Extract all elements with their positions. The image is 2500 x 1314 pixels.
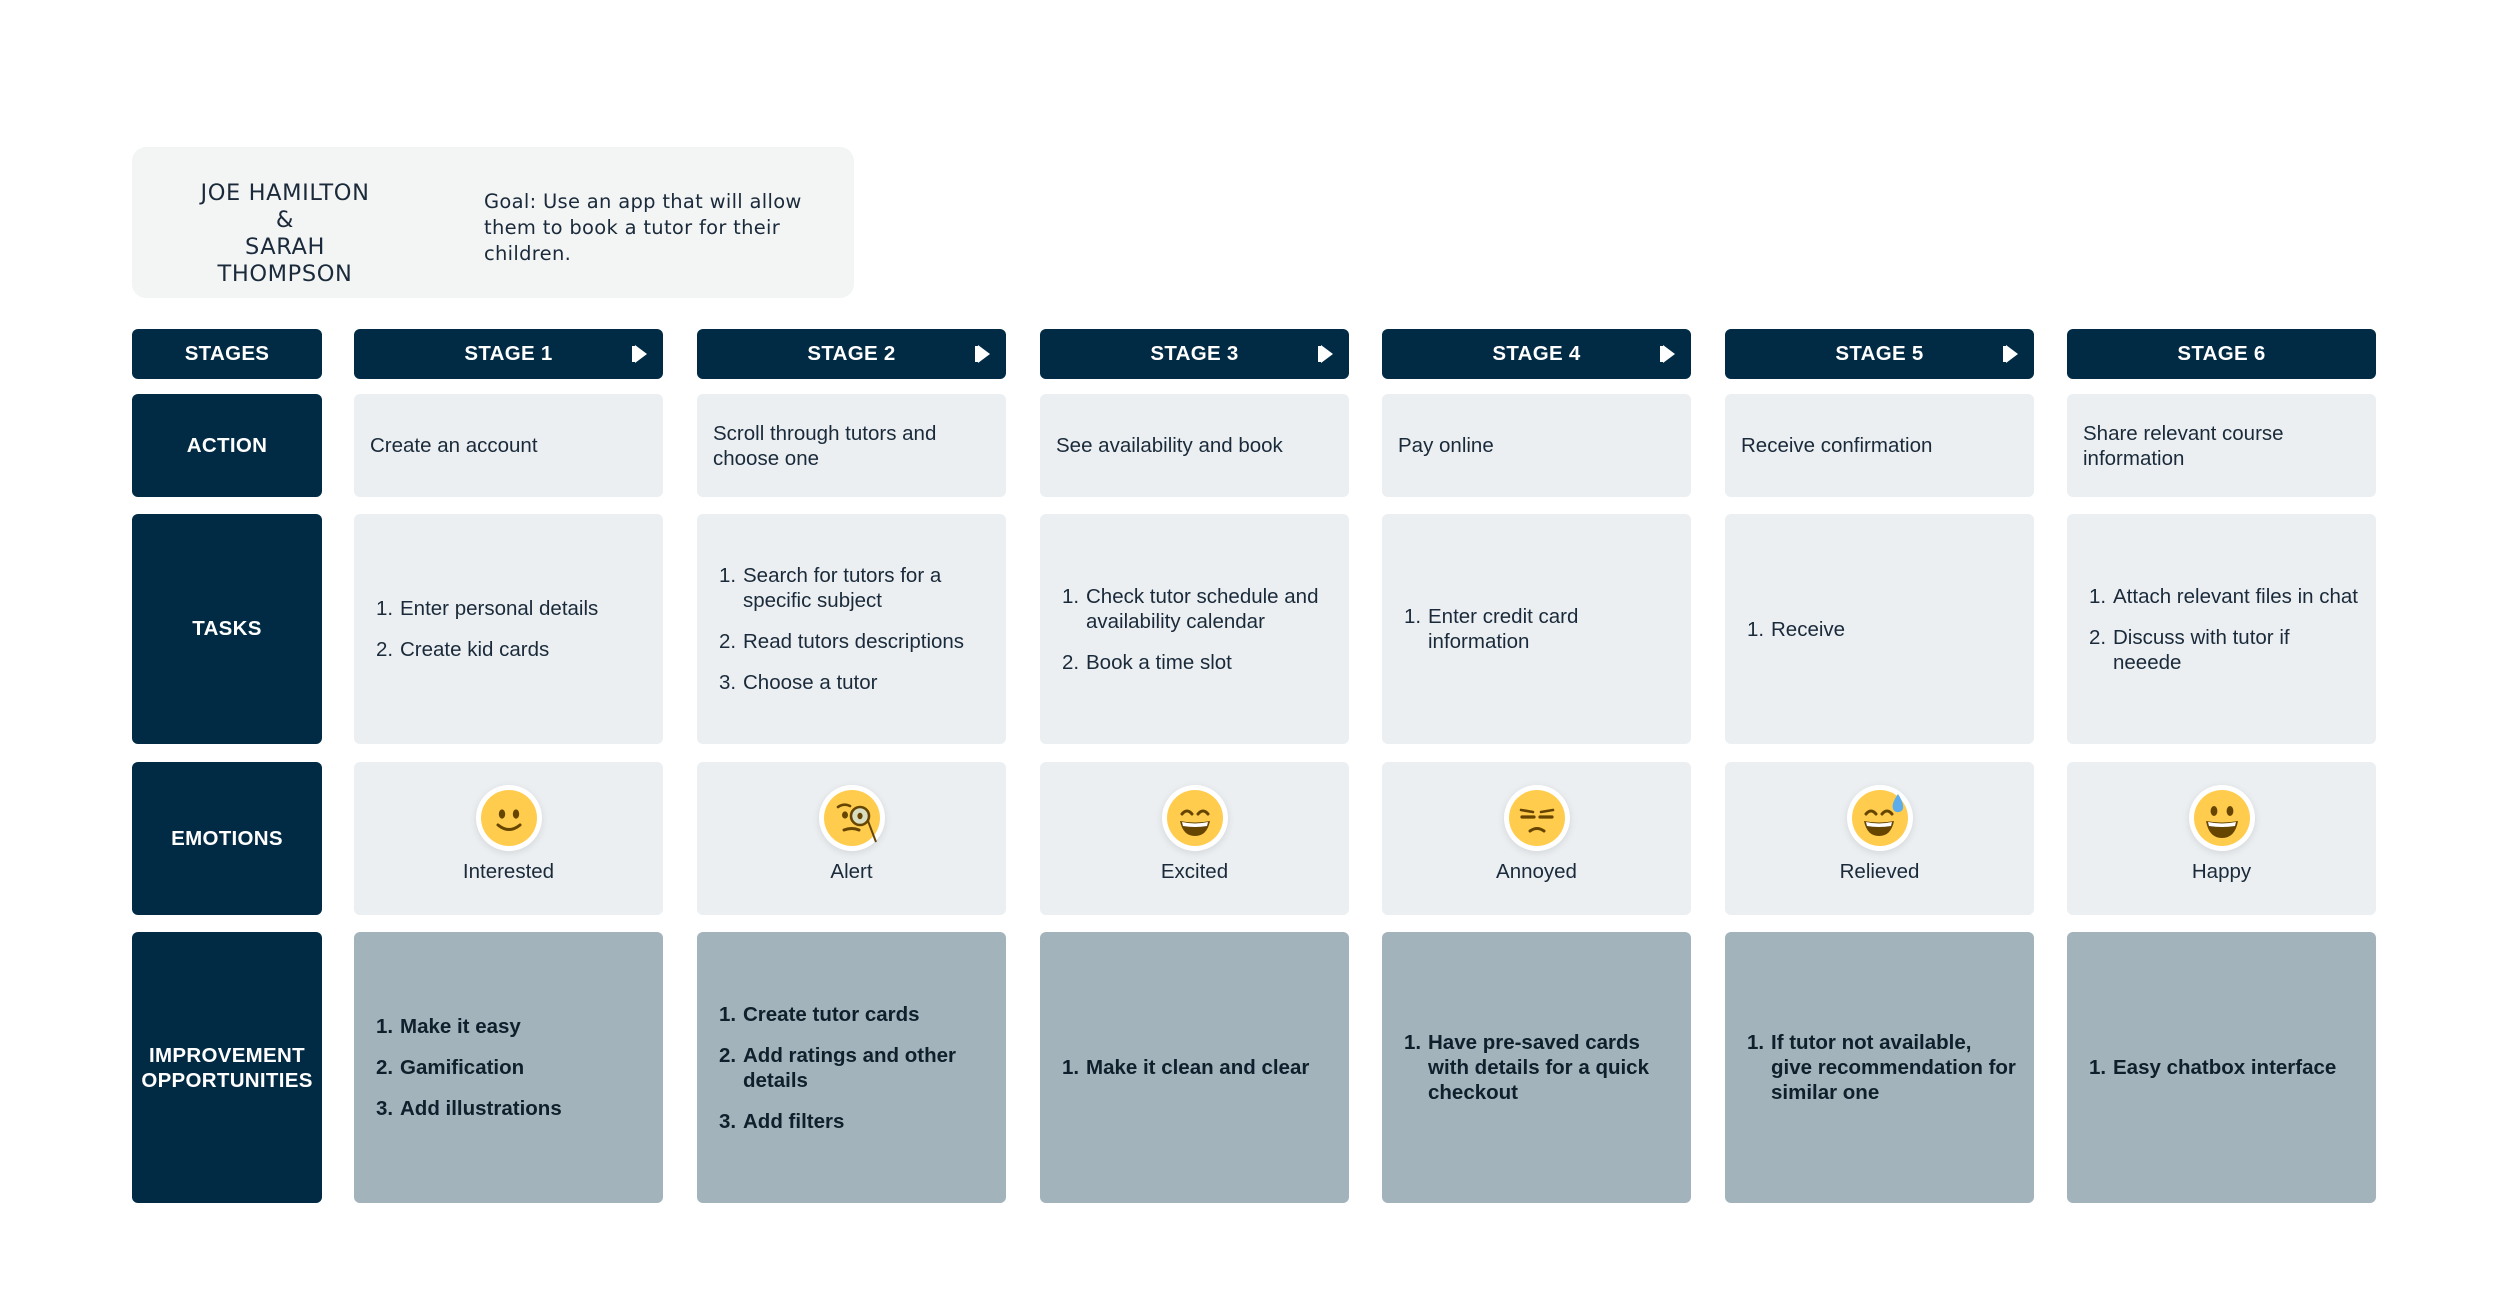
- task-item: [719, 629, 990, 654]
- improvement-item-number: 2.: [376, 1056, 394, 1079]
- stage-4-header: [1382, 329, 1691, 379]
- task-item-number: 2.: [376, 638, 394, 661]
- improvement-opportunities-label: [132, 932, 322, 1203]
- improvement-item-text: Gamification: [400, 1056, 525, 1079]
- task-item-number: 2.: [1062, 650, 1080, 674]
- stage-1-emotion: [354, 762, 663, 915]
- task-item-number: 2.: [2089, 625, 2107, 649]
- persona-goal: Goal: Use an app that will allow them to book a tutor for their children.: [484, 190, 802, 265]
- task-list: [1747, 617, 1845, 642]
- persona-name-line-1: JOE HAMILTON: [200, 180, 370, 206]
- task-item: [376, 637, 598, 662]
- task-list: [1404, 604, 1675, 654]
- stage-3-tasks: [1040, 514, 1349, 744]
- stage-1-header: [354, 329, 663, 379]
- improvement-item: [2089, 1055, 2336, 1080]
- improvement-item-text: Create tutor cards: [743, 1002, 920, 1026]
- improvement-item-text: Make it clean and clear: [1086, 1056, 1310, 1079]
- stage-1-action: [354, 394, 663, 497]
- stage-6-title: STAGE 6: [2177, 342, 2266, 365]
- stage-4-tasks: [1382, 514, 1691, 744]
- stage-2-emotion-label: Alert: [830, 860, 873, 883]
- stage-6-header: [2067, 329, 2376, 379]
- improvement-item-number: 3.: [719, 1109, 737, 1133]
- improvement-item-number: 3.: [376, 1097, 394, 1120]
- task-item-text: Attach relevant files in chat: [2113, 584, 2358, 608]
- stage-5-improvements: [1725, 932, 2034, 1203]
- improvement-list: [376, 1014, 562, 1121]
- task-item-number: 1.: [376, 597, 394, 620]
- task-item-number: 1.: [1404, 605, 1422, 628]
- stage-5-title: STAGE 5: [1835, 342, 1924, 365]
- emotions-label: [132, 762, 322, 915]
- tasks-label-text: TASKS: [192, 617, 262, 640]
- stage-4-action: [1382, 394, 1691, 497]
- persona-name: [180, 180, 390, 288]
- play-arrow-icon: [635, 345, 647, 363]
- task-item-text: Check tutor schedule and availability calendar: [1086, 584, 1319, 633]
- improvement-item: [376, 1096, 562, 1121]
- stage-5-header: [1725, 329, 2034, 379]
- stage-1-tasks: [354, 514, 663, 744]
- stage-2-improvements: [697, 932, 1006, 1203]
- task-item: [1062, 650, 1333, 675]
- task-list: [376, 596, 598, 662]
- stage-2-tasks: [697, 514, 1006, 744]
- improvement-item-text: Add ratings and other details: [743, 1043, 956, 1092]
- stage-3-action: [1040, 394, 1349, 497]
- stage-4-action-text: Pay online: [1398, 434, 1494, 457]
- stage-6-emotion: [2067, 762, 2376, 915]
- stage-2-action: [697, 394, 1006, 497]
- improvement-item-number: 1.: [376, 1015, 394, 1038]
- improvement-item-text: Make it easy: [400, 1015, 521, 1038]
- task-item-text: Create kid cards: [400, 638, 550, 661]
- stage-6-tasks: [2067, 514, 2376, 744]
- task-item-text: Book a time slot: [1086, 650, 1232, 674]
- slightly-smiling-face-icon: [481, 790, 537, 846]
- improvement-list: [1062, 1055, 1309, 1080]
- action-label-text: ACTION: [186, 433, 268, 457]
- task-item: [1747, 617, 1845, 642]
- stage-3-title: STAGE 3: [1150, 342, 1239, 365]
- grinning-face-with-sweat-icon: [1852, 790, 1908, 846]
- task-item: [376, 596, 598, 621]
- stage-5-tasks: [1725, 514, 2034, 744]
- task-item-text: Choose a tutor: [743, 671, 878, 694]
- task-item-text: Search for tutors for a specific subject: [743, 564, 942, 612]
- stage-1-title: STAGE 1: [464, 342, 553, 365]
- task-item-number: 3.: [719, 671, 737, 694]
- improvement-item: [719, 1002, 990, 1027]
- stage-3-header: [1040, 329, 1349, 379]
- stage-5-emotion: [1725, 762, 2034, 915]
- improvement-list: [1747, 1030, 2018, 1105]
- stage-1-action-text: Create an account: [370, 434, 538, 457]
- improvement-item-number: 1.: [719, 1002, 737, 1026]
- task-item-text: Receive: [1771, 617, 1846, 641]
- play-arrow-icon: [2006, 345, 2018, 363]
- stage-2-header: [697, 329, 1006, 379]
- improvement-label-line-1: IMPROVEMENT: [149, 1043, 305, 1067]
- improvement-item: [1404, 1030, 1675, 1105]
- stage-6-improvements: [2067, 932, 2376, 1203]
- stage-6-emotion-label: Happy: [2191, 860, 2252, 883]
- stage-3-improvements: [1040, 932, 1349, 1203]
- improvement-label-line-2: OPPORTUNITIES: [141, 1068, 313, 1092]
- task-item-number: 1.: [1062, 584, 1080, 608]
- task-item: [1404, 604, 1675, 654]
- stage-3-action-text: See availability and book: [1056, 434, 1283, 457]
- emotions-label-text: EMOTIONS: [171, 826, 283, 850]
- task-item: [2089, 584, 2360, 609]
- improvement-item-number: 1.: [2089, 1056, 2107, 1079]
- task-item: [2089, 625, 2360, 675]
- stage-1-improvements: [354, 932, 663, 1203]
- task-item-number: 1.: [2089, 584, 2107, 608]
- stage-6-action-text: Share relevant course information: [2083, 421, 2284, 470]
- play-arrow-icon: [978, 345, 990, 363]
- improvement-item: [376, 1055, 562, 1080]
- stage-5-action: [1725, 394, 2034, 497]
- persona-card: [132, 147, 854, 298]
- stage-5-action-text: Receive confirmation: [1741, 434, 1933, 457]
- improvement-item: [376, 1014, 562, 1039]
- stages-label-text: STAGES: [184, 342, 270, 365]
- persona-name-line-2: &: [275, 207, 295, 233]
- task-item: [719, 563, 990, 613]
- improvement-list: [1404, 1030, 1675, 1105]
- stage-4-title: STAGE 4: [1492, 342, 1581, 365]
- task-item-number: 1.: [719, 564, 737, 587]
- stage-2-emotion: [697, 762, 1006, 915]
- improvement-item-text: Add illustrations: [400, 1097, 562, 1120]
- task-item-text: Discuss with tutor if neeede: [2113, 625, 2290, 674]
- improvement-item: [719, 1043, 990, 1093]
- improvement-item-number: 1.: [1747, 1031, 1765, 1054]
- action-label: [132, 394, 322, 497]
- improvement-item-text: If tutor not available, give recommendation for similar one: [1771, 1031, 2016, 1104]
- face-with-monocle-icon: [824, 790, 880, 846]
- improvement-item-text: Easy chatbox interface: [2113, 1056, 2337, 1079]
- improvement-item: [1062, 1055, 1309, 1080]
- stage-4-emotion-label: Annoyed: [1496, 860, 1577, 883]
- stages-label: [132, 329, 322, 379]
- stage-3-emotion-label: Excited: [1160, 860, 1229, 883]
- tasks-label: [132, 514, 322, 744]
- task-item-text: Read tutors descriptions: [743, 630, 965, 653]
- task-list: [719, 563, 990, 695]
- improvement-item: [719, 1109, 990, 1134]
- improvement-item-number: 1.: [1062, 1056, 1080, 1079]
- unamused-face-icon: [1509, 790, 1565, 846]
- improvement-item-text: Add filters: [743, 1109, 845, 1133]
- task-item-number: 2.: [719, 630, 737, 653]
- improvement-item-text: Have pre-saved cards with details for a quick checkout: [1428, 1031, 1649, 1104]
- task-list: [1062, 584, 1333, 675]
- improvement-item: [1747, 1030, 2018, 1105]
- task-item-text: Enter personal details: [400, 597, 599, 620]
- task-list: [2089, 584, 2360, 675]
- grinning-face-icon: [1167, 790, 1223, 846]
- smiling-face-with-open-mouth-icon: [2194, 790, 2250, 846]
- stage-2-title: STAGE 2: [807, 342, 896, 365]
- play-arrow-icon: [1663, 345, 1675, 363]
- improvement-item-number: 2.: [719, 1043, 737, 1067]
- stage-1-emotion-label: Interested: [462, 860, 555, 883]
- stage-4-improvements: [1382, 932, 1691, 1203]
- stage-6-action: [2067, 394, 2376, 497]
- improvement-list: [2089, 1055, 2336, 1080]
- stage-4-emotion: [1382, 762, 1691, 915]
- improvement-item-number: 1.: [1404, 1031, 1422, 1054]
- stage-3-emotion: [1040, 762, 1349, 915]
- stage-2-action-text: Scroll through tutors and choose one: [713, 421, 937, 470]
- task-item: [1062, 584, 1333, 634]
- stage-5-emotion-label: Relieved: [1839, 860, 1920, 883]
- task-item-text: Enter credit card information: [1428, 605, 1579, 653]
- persona-name-line-3: SARAH THOMPSON: [217, 234, 353, 287]
- task-item-number: 1.: [1747, 617, 1765, 641]
- task-item: [719, 670, 990, 695]
- play-arrow-icon: [1321, 345, 1333, 363]
- improvement-list: [719, 1002, 990, 1134]
